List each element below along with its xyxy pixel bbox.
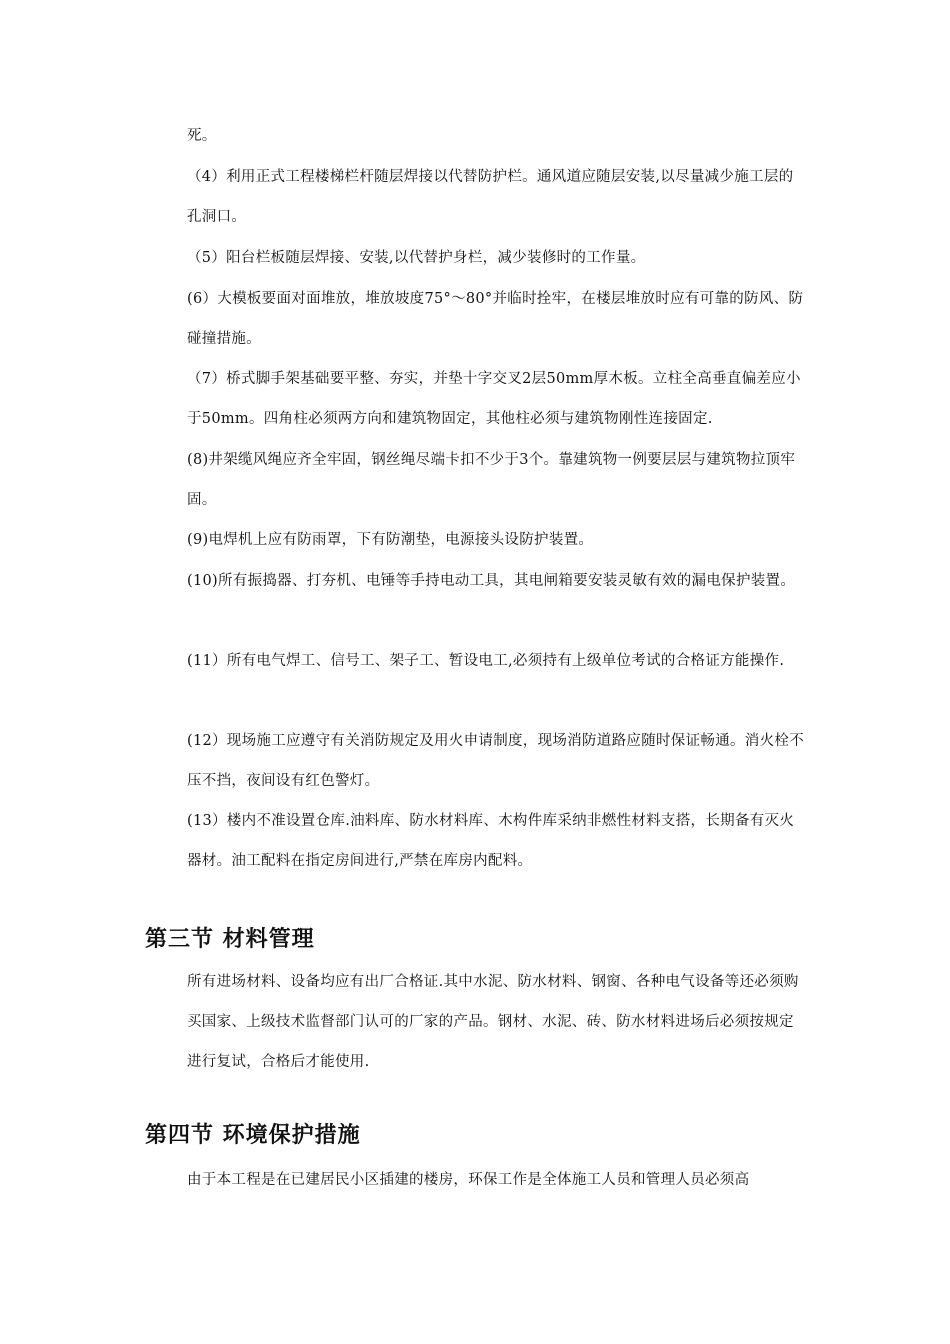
paragraph-item-8: (8)井架缆风绳应齐全牢固，钢丝绳尽端卡扣不少于3个。靠建筑物一例要层层与建筑物拉顶牢固。 <box>187 452 796 508</box>
paragraph-item-13: (13）楼内不准设置仓库.油料库、防水材料库、木构件库采纳非燃性材料支搭，长期备有灭火器材。油工配料在指定房间进行,严禁在库房内配料。 <box>187 813 795 869</box>
environment-paragraph: 由于本工程是在已建居民小区插建的楼房，环保工作是全体施工人员和管理人员必须高 <box>187 1172 750 1188</box>
paragraph-item-7: （7）桥式脚手架基础要平整、夯实，并垫十字交叉2层50mm厚木板。立柱全高垂直偏差应小于50mm。四角柱必须两方向和建筑物固定，其他柱必须与建筑物刚性连接固定. <box>187 371 801 427</box>
materials-paragraph: 所有进场材料、设备均应有出厂合格证.其中水泥、防水材料、钢窗、各种电气设备等还必须购买国家、上级技术监督部门认可的厂家的产品。钢材、水泥、砖、防水材料进场后必须按规定进行复试，合格后才能使用. <box>187 974 799 1070</box>
paragraph-item-9: (9)电焊机上应有防雨罩，下有防潮垫，电源接头设防护装置。 <box>187 532 594 548</box>
paragraph-item-6: (6）大模板要面对面堆放，堆放坡度75°～80°并临时拴牢，在楼层堆放时应有可靠的防风、防碰撞措施。 <box>187 291 804 347</box>
section-heading-materials: 第三节 材料管理 <box>145 927 315 952</box>
paragraph-item-10: (10)所有振捣器、打夯机、电锤等手持电动工具，其电闸箱要安装灵敏有效的漏电保护装置。 <box>187 573 796 589</box>
paragraph-item-5: （5）阳台栏板随层焊接、安装,以代替护身栏，减少装修时的工作量。 <box>187 250 646 266</box>
section-heading-environment: 第四节 环境保护措施 <box>145 1123 361 1148</box>
paragraph-item-12: (12）现场施工应遵守有关消防规定及用火申请制度，现场消防道路应随时保证畅通。消火栓不压不挡，夜间设有红色警灯。 <box>187 733 805 789</box>
paragraph-continuation: 死。 <box>187 128 217 144</box>
paragraph-item-11: (11）所有电气焊工、信号工、架子工、暂设电工,必须持有上级单位考试的合格证方能操作. <box>187 653 785 669</box>
paragraph-item-4: （4）利用正式工程楼梯栏杆随层焊接以代替防护栏。通风道应随层安装,以尽量减少施工层的孔洞口。 <box>187 169 794 225</box>
